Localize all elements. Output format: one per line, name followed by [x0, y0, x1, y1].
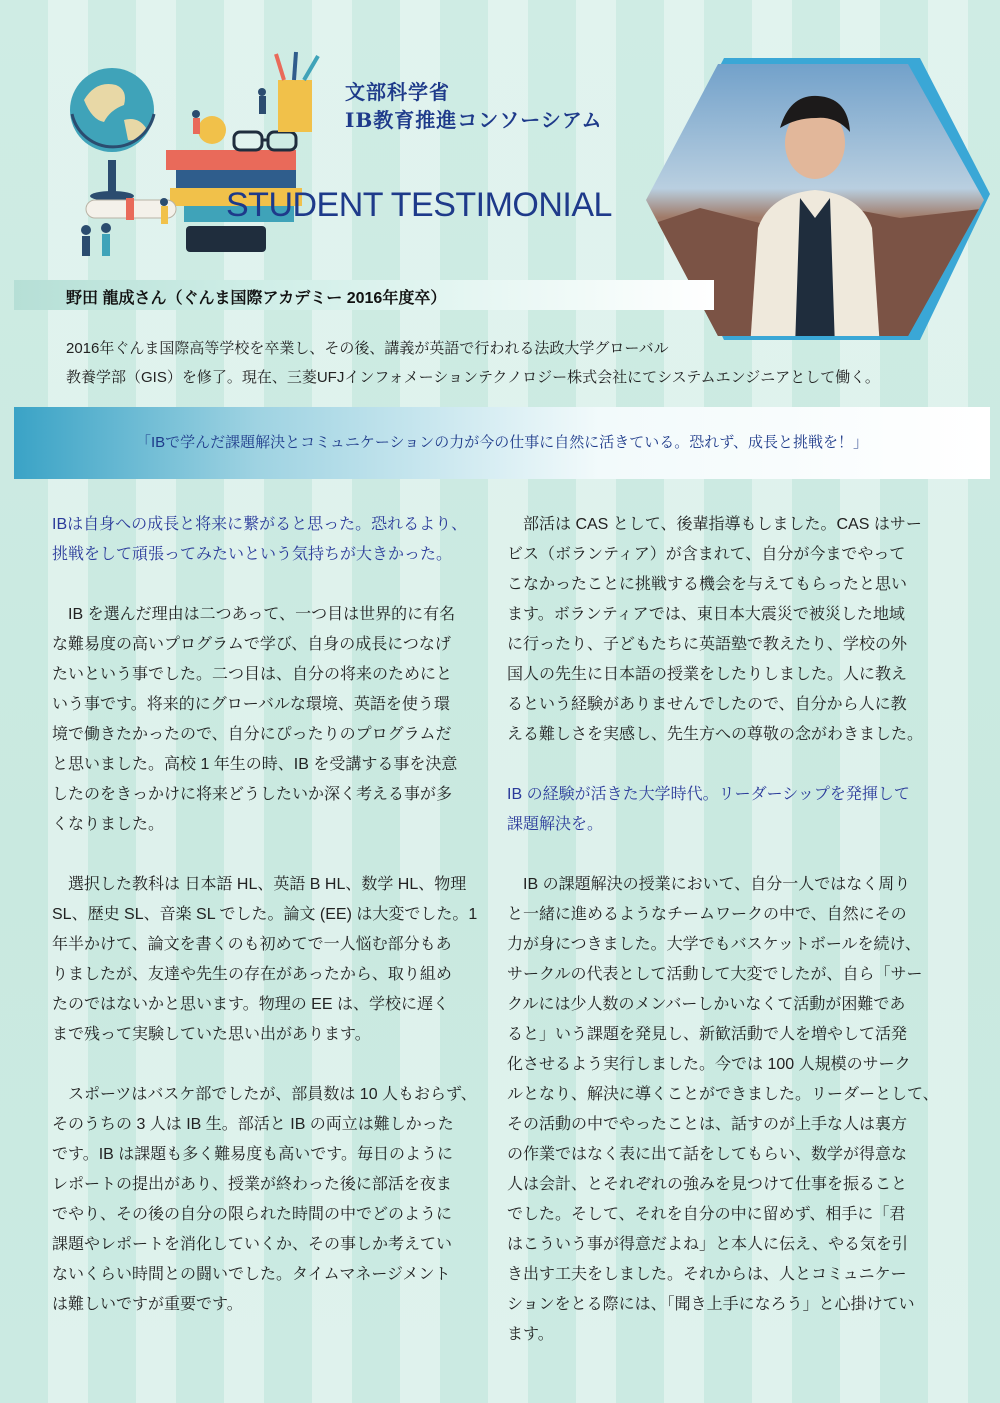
text-line: でした。そして、それを自分の中に留めず、相手に「君: [507, 1206, 906, 1223]
glasses-icon: [234, 132, 296, 150]
text-line: サークルの代表として活動して大変でしたが、自ら「サー: [507, 966, 923, 983]
heading-line: 挑戦をして頑張ってみたいという気持ちが大きかった。: [52, 546, 453, 563]
text-line: は難しいですが重要です。: [52, 1296, 243, 1313]
text-line: くなりました。: [52, 816, 165, 833]
text-line: と一緒に進めるようなチームワークの中で、自然にその: [507, 906, 907, 923]
text-line: でやり、その後の自分の限られた時間の中でどのように: [52, 1206, 453, 1223]
text-line: の作業ではなく表に出て話をしてもらい、数学が得意な: [507, 1146, 908, 1163]
text-line: その活動の中でやったことは、話すのが上手な人は裏方: [507, 1116, 908, 1133]
text-line: に行ったり、子どもたちに英語塾で教えたり、学校の外: [507, 636, 908, 653]
student-name: 野田 龍成さん（ぐんま国際アカデミー 2016年度卒）: [66, 290, 447, 307]
paragraph: [52, 1080, 492, 1320]
text-line: ションをとる際には、「聞き上手になろう」と心掛けてい: [507, 1296, 915, 1313]
bio-line: 教養学部（GIS）を修了。現在、三菱UFJインフォメーションテクノロジー株式会社にてシステムエンジニアとして働く。: [66, 369, 880, 386]
quote-banner: [14, 407, 990, 479]
section-heading: [507, 780, 947, 840]
org-name-line2: IB教育推進コンソーシアム: [345, 108, 603, 132]
text-line: IB の課題解決の授業において、自分一人ではなく周り: [523, 876, 911, 893]
text-line: 境で働きたかったので、自分にぴったりのプログラムだ: [52, 726, 452, 743]
paragraph: [52, 600, 492, 840]
text-line: SL、歴史 SL、音楽 SL でした。論文 (EE) は大変でした。1: [52, 906, 478, 923]
text-line: 人は会計、とそれぞれの強みを見つけて仕事を振ること: [507, 1176, 908, 1193]
text-line: 年半かけて、論文を書くのも初めてで一人悩む部分もあ: [52, 936, 452, 953]
text-line: 化させるよう実行しました。今では 100 人規模のサーク: [507, 1056, 911, 1073]
text-line: 国人の先生に日本語の授業をしたりしました。人に教え: [507, 666, 908, 683]
heading-line: 課題解決を。: [507, 816, 604, 833]
text-line: と思いました。高校 1 年生の時、IB を受講する事を決意: [52, 756, 458, 773]
text-line: な難易度の高いプログラムで学び、自身の成長につなげ: [52, 636, 451, 653]
text-line: 課題やレポートを消化していくか、その事しか考えてい: [52, 1236, 453, 1253]
page-title: STUDENT TESTIMONIAL: [226, 186, 612, 224]
text-line: スポーツはバスケ部でしたが、部員数は 10 人もおらず、: [68, 1086, 477, 1103]
quote-text: 「IBで学んだ課題解決とコミュニケーションの力が今の仕事に自然に活きている。恐れず、成長と挑戦を！」: [135, 434, 869, 451]
right-column: [507, 510, 947, 1380]
paragraph: [52, 870, 492, 1050]
text-line: ないくらい時間との闘いでした。タイムマネージメント: [52, 1266, 451, 1283]
text-line: したのをきっかけに将来どうしたいか深く考える事が多: [52, 786, 453, 803]
text-line: える難しさを実感し、先生方への尊敬の念がわきました。: [507, 726, 924, 743]
text-line: たいという事でした。二つ目は、自分の将来のためにと: [52, 666, 453, 683]
bio-line: 2016年ぐんま国際高等学校を卒業し、その後、講義が英語で行われる法政大学グローバル: [66, 340, 669, 357]
left-column: [52, 510, 492, 1350]
paragraph: [507, 870, 947, 1350]
text-line: りましたが、友達や先生の存在があったから、取り組め: [52, 966, 452, 983]
text-line: クルには少人数のメンバーしかいなくて活動が困難であ: [507, 996, 906, 1013]
student-name-bar: [14, 280, 714, 310]
text-line: たのではないかと思います。物理の EE は、学校に遅く: [52, 996, 449, 1013]
section-heading: [52, 510, 492, 570]
paragraph: [507, 510, 947, 750]
tablet-icon: [186, 226, 266, 252]
text-line: まで残って実験していた思い出があります。: [52, 1026, 371, 1043]
text-line: IB を選んだ理由は二つあって、一つ目は世界的に有名: [68, 606, 456, 623]
text-line: ビス（ボランティア）が含まれて、自分が今までやって: [507, 546, 906, 563]
text-line: るという経験がありませんでしたので、自分から人に教: [507, 696, 907, 713]
text-line: き出す工夫をしました。それからは、人とコミュニケー: [507, 1266, 907, 1283]
text-line: ルとなり、解決に導くことができました。リーダーとして、: [507, 1086, 939, 1103]
text-line: 部活は CAS として、後輩指導もしました。CAS はサー: [523, 516, 922, 533]
text-line: ると」いう課題を発見し、新歓活動で人を増やして活発: [507, 1026, 908, 1043]
text-line: そのうちの 3 人は IB 生。部活と IB の両立は難しかった: [52, 1116, 454, 1133]
text-line: ます。: [507, 1326, 554, 1343]
org-name-line1: 文部科学省: [345, 80, 450, 104]
text-line: こなかったことに挑戦する機会を与えてもらったと思い: [507, 576, 908, 593]
student-bio: [66, 334, 906, 392]
globe-icon: [70, 68, 154, 201]
apple-icon: [198, 116, 226, 144]
text-line: ます。ボランティアでは、東日本大震災で被災した地域: [507, 606, 905, 623]
education-illustration: [66, 50, 336, 260]
text-line: いう事です。将来的にグローバルな環境、英語を使う環: [52, 696, 450, 713]
heading-line: IB の経験が活きた大学時代。リーダーシップを発揮して: [507, 786, 910, 803]
heading-line: IBは自身への成長と将来に繋がると思った。恐れるより、: [52, 516, 468, 533]
pencil-cup-icon: [276, 52, 318, 132]
text-line: 力が身につきました。大学でもバスケットボールを続け、: [507, 936, 921, 953]
text-line: レポートの提出があり、授業が終わった後に部活を夜ま: [52, 1176, 452, 1193]
text-line: はこういう事が得意だよね」と本人に伝え、やる気を引: [507, 1236, 908, 1253]
text-line: です。IB は課題も多く難易度も高いです。毎日のように: [52, 1146, 454, 1163]
text-line: 選択した教科は 日本語 HL、英語 B HL、数学 HL、物理: [68, 876, 467, 893]
